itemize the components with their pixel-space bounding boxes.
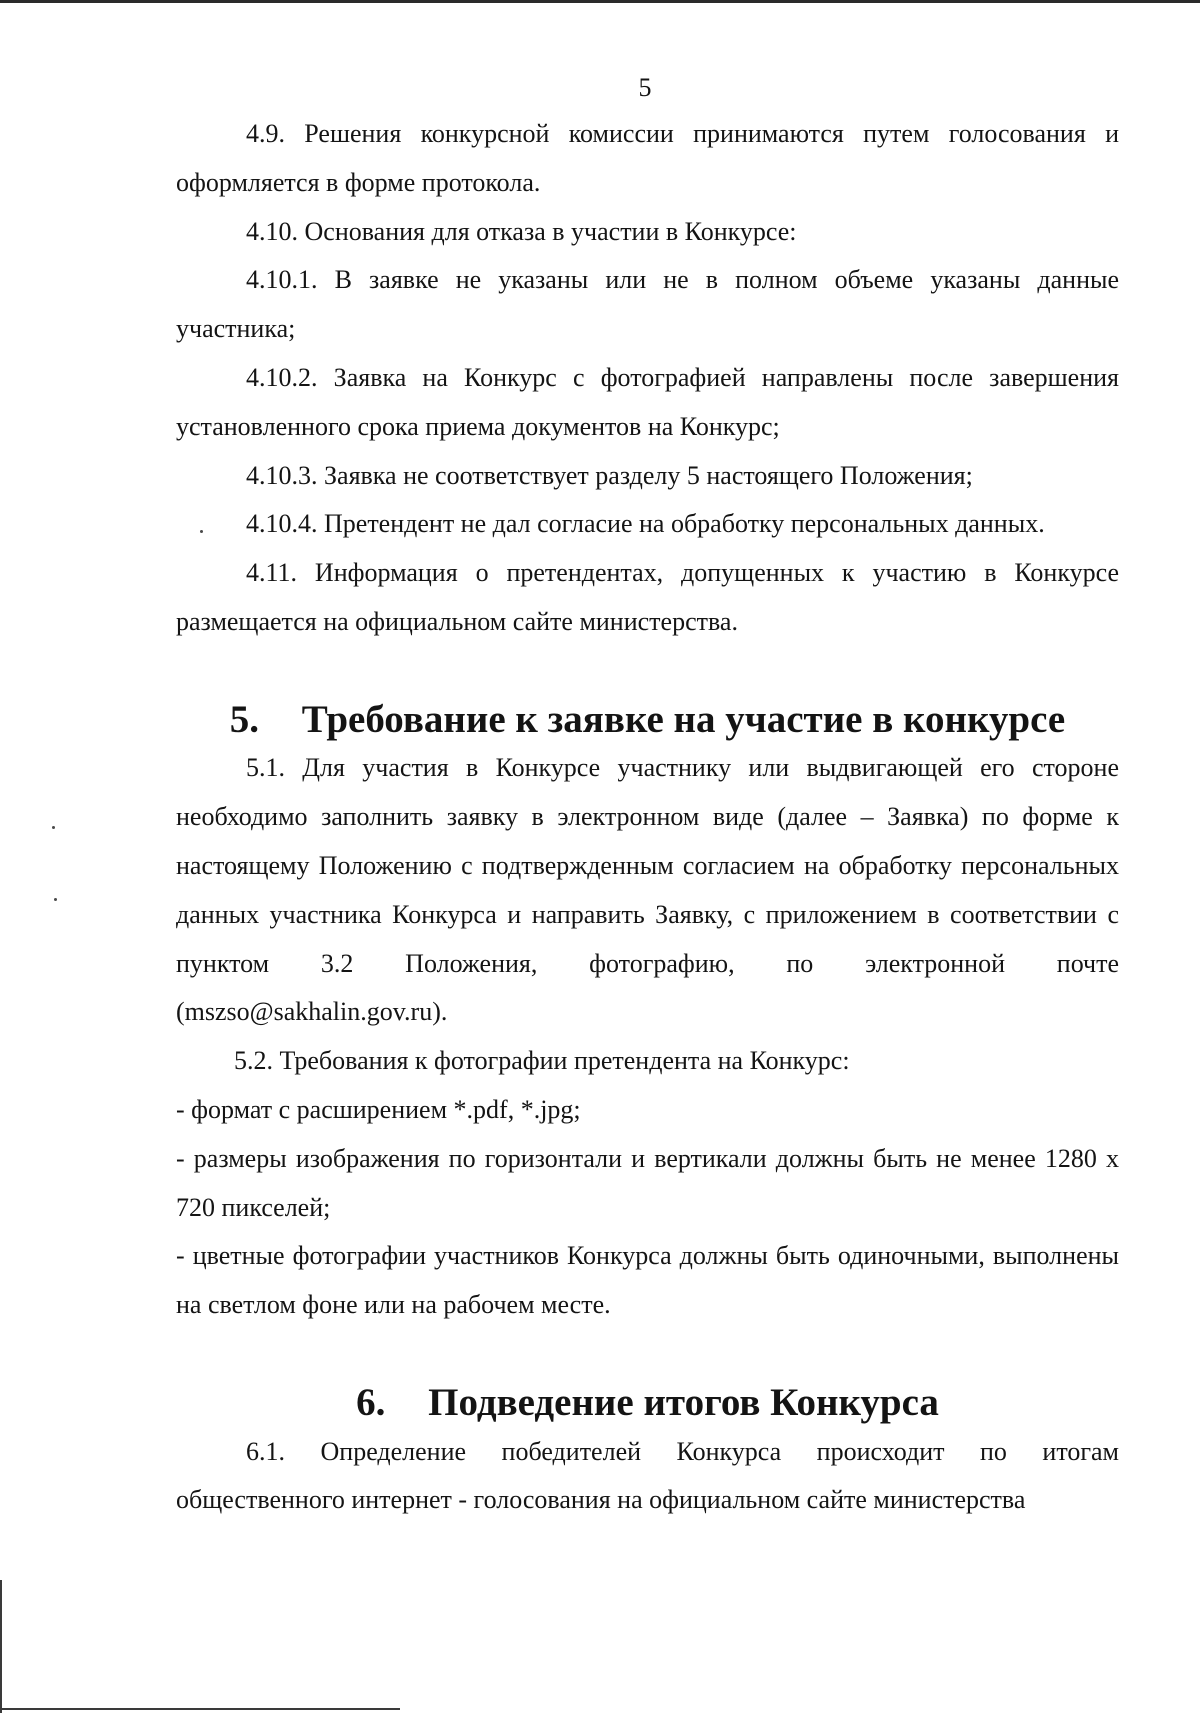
page-number: 5	[638, 73, 652, 102]
scan-edge-top	[0, 0, 1200, 3]
paragraph-4-9: 4.9. Решения конкурсной комиссии принимаются путем голосования и оформляется в форме протокола.	[176, 119, 1119, 197]
paragraph-4-10-2: 4.10.2. Заявка на Конкурс с фотографией направлены после завершения установленного срока приема документов на Конкурс;	[176, 362, 1119, 441]
paragraph-5-1: 5.1. Для участия в Конкурсе участнику или выдвигающей его стороне необходимо заполнить заявку в электронном виде (далее – Заявка) по форме к настоящему Положению с подтвержденным согласием на обработку персональных данных участника Конкурса и направить Заявку, с приложением в соответствии с пунктом 3.2 Положения, фотографию, по электронной почте (mszso@sakhalin.gov.ru).	[176, 753, 1119, 1027]
spacer	[176, 647, 1119, 696]
section-5-number: 5.	[229, 697, 260, 741]
scan-edge-left	[0, 1580, 2, 1713]
document-body	[176, 110, 1119, 1525]
paragraph-6-1: 6.1. Определение победителей Конкурса происходит по итогам общественного интернет - голосования на официальном сайте министерства	[176, 1436, 1119, 1515]
paragraph-5-2: 5.2. Требования к фотографии претендента на Конкурс:	[234, 1046, 850, 1076]
scan-edge-bottom	[0, 1708, 400, 1710]
paragraph-4-10-4: 4.10.4. Претендент не дал согласие на обработку персональных данных.	[246, 509, 1045, 539]
list-item-size: - размеры изображения по горизонтали и вертикали должны быть не менее 1280 x 720 пикселей;	[176, 1143, 1119, 1222]
section-6-title: Подведение итогов Конкурса	[428, 1380, 939, 1424]
section-6-number: 6.	[356, 1380, 386, 1424]
section-5-title: Требование к заявке на участие в конкурсе	[301, 697, 1066, 741]
paragraph-4-10: 4.10. Основания для отказа в участии в Конкурсе:	[246, 216, 797, 246]
paragraph-4-10-1: 4.10.1. В заявке не указаны или не в полном объеме указаны данные участника;	[176, 265, 1119, 344]
paragraph-4-11: 4.11. Информация о претендентах, допущенных к участию в Конкурсе размещается на официальном сайте министерства.	[176, 558, 1119, 636]
list-item-format: - формат с расширением *.pdf, *.jpg;	[176, 1094, 581, 1124]
section-6-heading	[176, 1379, 1119, 1428]
scan-speck	[54, 898, 57, 901]
section-5-heading	[176, 696, 1119, 745]
scan-speck	[52, 826, 55, 829]
spacer	[176, 1330, 1119, 1379]
paragraph-4-10-3: 4.10.3. Заявка не соответствует разделу 5 настоящего Положения;	[246, 460, 973, 490]
list-item-color: - цветные фотографии участников Конкурса должны быть одиночными, выполнены на светлом фоне или на рабочем месте.	[176, 1241, 1119, 1320]
